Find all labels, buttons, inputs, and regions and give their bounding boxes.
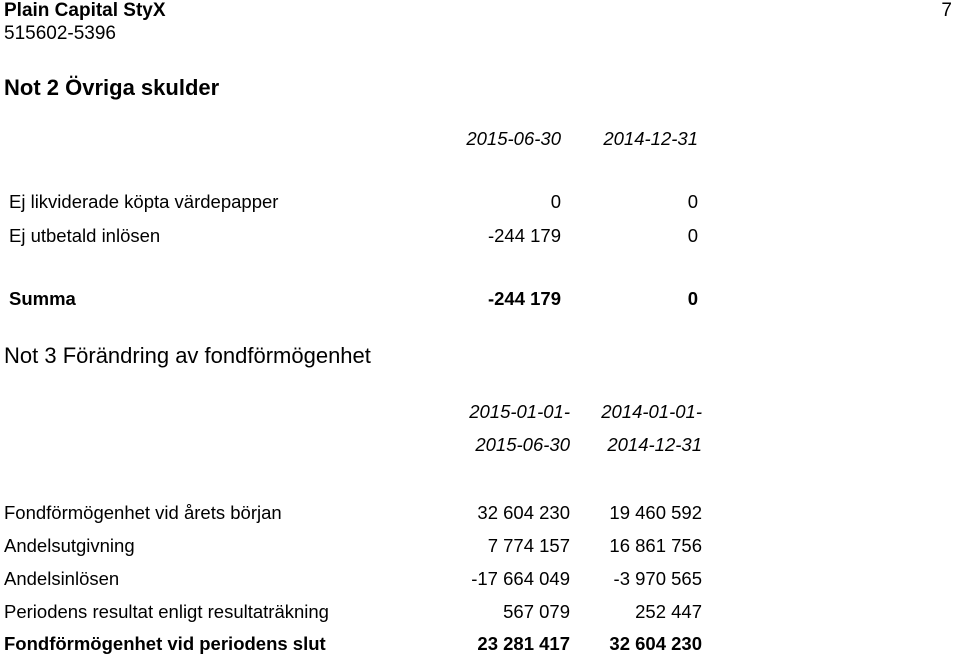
row-value-2014: -3 970 565: [613, 568, 702, 589]
row-label: Fondförmögenhet vid årets början: [4, 502, 282, 523]
row-value-2015: 7 774 157: [487, 535, 570, 556]
note3-col-header-1-line2: 2015-06-30: [475, 434, 570, 455]
row-label: Ej likviderade köpta värdepapper: [9, 191, 279, 212]
total-label: Fondförmögenhet vid periodens slut: [4, 633, 326, 654]
org-number: 515602-5396: [4, 23, 116, 44]
row-value-2015: -17 664 049: [471, 568, 570, 589]
note2-col-header-1: 2015-06-30: [466, 128, 561, 149]
row-label: Andelsinlösen: [4, 568, 120, 589]
note3-title: [4, 343, 371, 369]
note3-col-header-2-line2: 2014-12-31: [607, 434, 702, 455]
company-name: Plain Capital StyX: [4, 0, 166, 21]
total-value-2014: 0: [687, 288, 698, 309]
total-value-2015: -244 179: [487, 288, 561, 309]
row-value-2014: 0: [687, 191, 698, 212]
row-value-2015: 32 604 230: [477, 502, 570, 523]
row-value-2015: 567 079: [503, 601, 570, 622]
row-value-2014: 16 861 756: [609, 535, 702, 556]
row-label: Andelsutgivning: [4, 535, 135, 556]
row-value-2014: 0: [687, 225, 698, 246]
note2-title: Not 2 Övriga skulder: [4, 75, 220, 100]
total-label: Summa: [9, 288, 76, 309]
row-label: Ej utbetald inlösen: [9, 225, 161, 246]
total-value-2015: 23 281 417: [477, 633, 570, 654]
note2-col-header-2: 2014-12-31: [603, 128, 698, 149]
total-value-2014: 32 604 230: [609, 633, 702, 654]
row-label: Periodens resultat enligt resultaträkning: [4, 601, 329, 622]
row-value-2015: 0: [550, 191, 561, 212]
row-value-2014: 252 447: [635, 601, 702, 622]
row-value-2014: 19 460 592: [609, 502, 702, 523]
note3-title-text: Not 3 Förändring av fondförmögenhet: [4, 343, 371, 368]
page-number: 7: [941, 0, 952, 21]
note3-col-header-2-line1: 2014-01-01-: [601, 401, 702, 422]
row-value-2015: -244 179: [487, 225, 561, 246]
note3-col-header-1-line1: 2015-01-01-: [469, 401, 570, 422]
